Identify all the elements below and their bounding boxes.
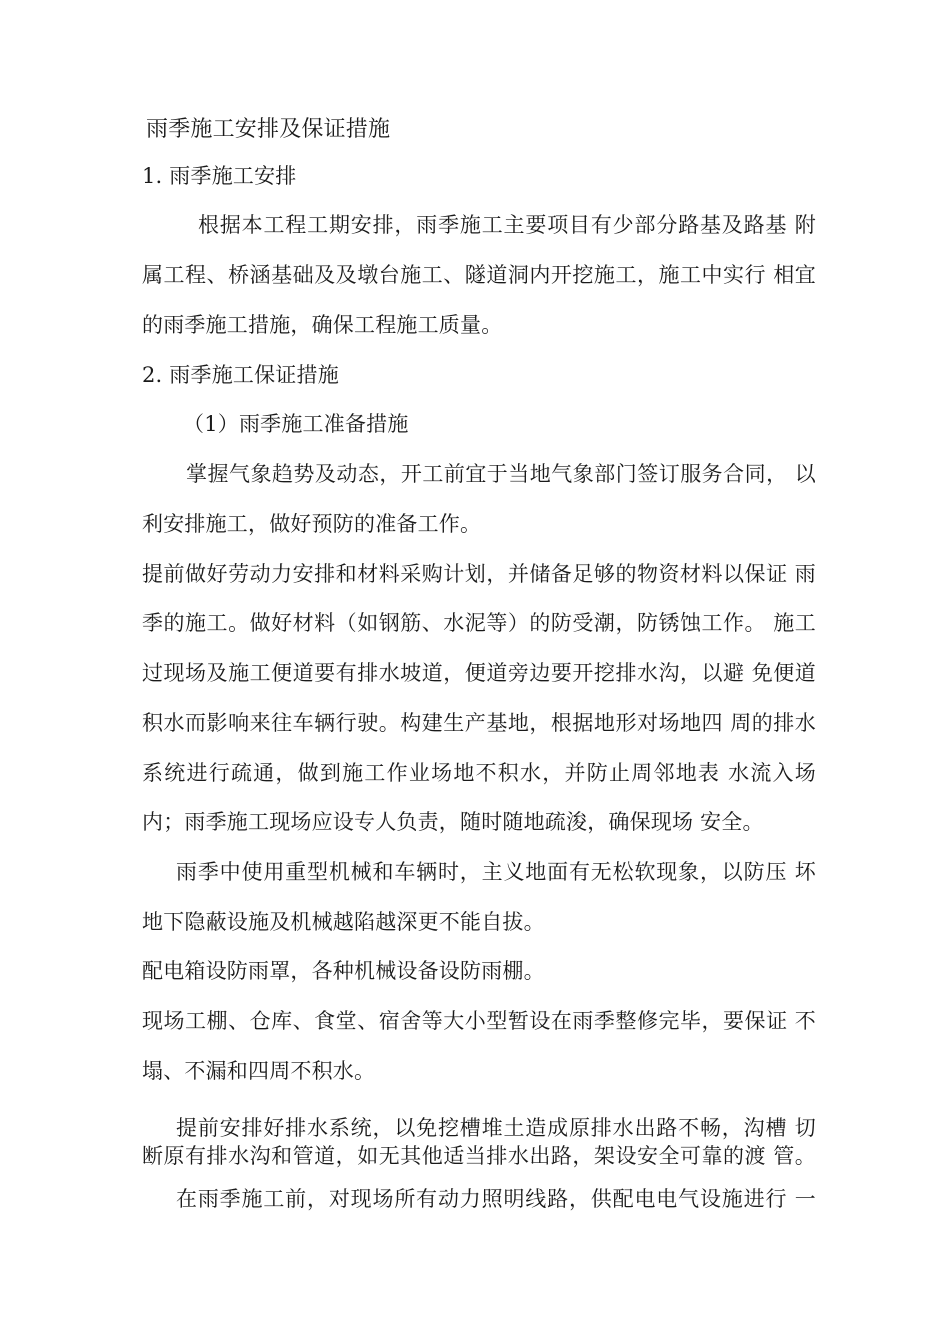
paragraph-line: 提前安排好排水系统，以免挖槽堆土造成原排水出路不畅，沟槽 切	[176, 1116, 816, 1140]
paragraph-line: 地下隐蔽设施及机械越陷越深更不能自拔。	[142, 910, 545, 934]
section-2-heading: 2. 雨季施工保证措施	[142, 363, 339, 387]
paragraph-line: 掌握气象趋势及动态，开工前宜于当地气象部门签订服务合同， 以	[186, 462, 816, 486]
paragraph-line: 根据本工程工期安排，雨季施工主要项目有少部分路基及路基 附	[198, 213, 816, 237]
paragraph-line: 过现场及施工便道要有排水坡道，便道旁边要开挖排水沟，以避 免便道	[142, 661, 816, 685]
document-title: 雨季施工安排及保证措施	[146, 117, 391, 142]
paragraph-line: 在雨季施工前，对现场所有动力照明线路，供配电电气设施进行 一	[176, 1187, 816, 1211]
paragraph-line: 提前做好劳动力安排和材料采购计划，并储备足够的物资材料以保证 雨	[142, 562, 816, 586]
paragraph-line: 配电箱设防雨罩，各种机械设备设防雨棚。	[142, 959, 545, 983]
paragraph-line: 塌、不漏和四周不积水。	[142, 1059, 376, 1083]
section-1-heading: 1. 雨季施工安排	[142, 164, 297, 188]
paragraph-line: 内；雨季施工现场应设专人负责，随时随地疏浚，确保现场 安全。	[142, 810, 764, 834]
paragraph-line: 的雨季施工措施，确保工程施工质量。	[142, 313, 503, 337]
paragraph-line: 利安排施工，做好预防的准备工作。	[142, 512, 482, 536]
paragraph-line: 现场工棚、仓库、食堂、宿舍等大小型暂设在雨季整修完毕，要保证 不	[142, 1009, 816, 1033]
paragraph-line: 属工程、桥涵基础及及墩台施工、隧道洞内开挖施工，施工中实行 相宜	[142, 263, 816, 287]
paragraph-line: 积水而影响来往车辆行驶。构建生产基地，根据地形对场地四 周的排水	[142, 711, 816, 735]
paragraph-line: 季的施工。做好材料（如钢筋、水泥等）的防受潮，防锈蚀工作。 施工	[142, 611, 816, 635]
paragraph-line: 系统进行疏通，做到施工作业场地不积水，并防止周邻地表 水流入场	[142, 761, 816, 785]
paragraph-line: 雨季中使用重型机械和车辆时，主义地面有无松软现象，以防压 坏	[176, 860, 816, 884]
paragraph-line: 断原有排水沟和管道，如无其他适当排水出路，架设安全可靠的渡 管。	[142, 1144, 816, 1168]
subsection-1-heading: （1）雨季施工准备措施	[183, 412, 409, 436]
